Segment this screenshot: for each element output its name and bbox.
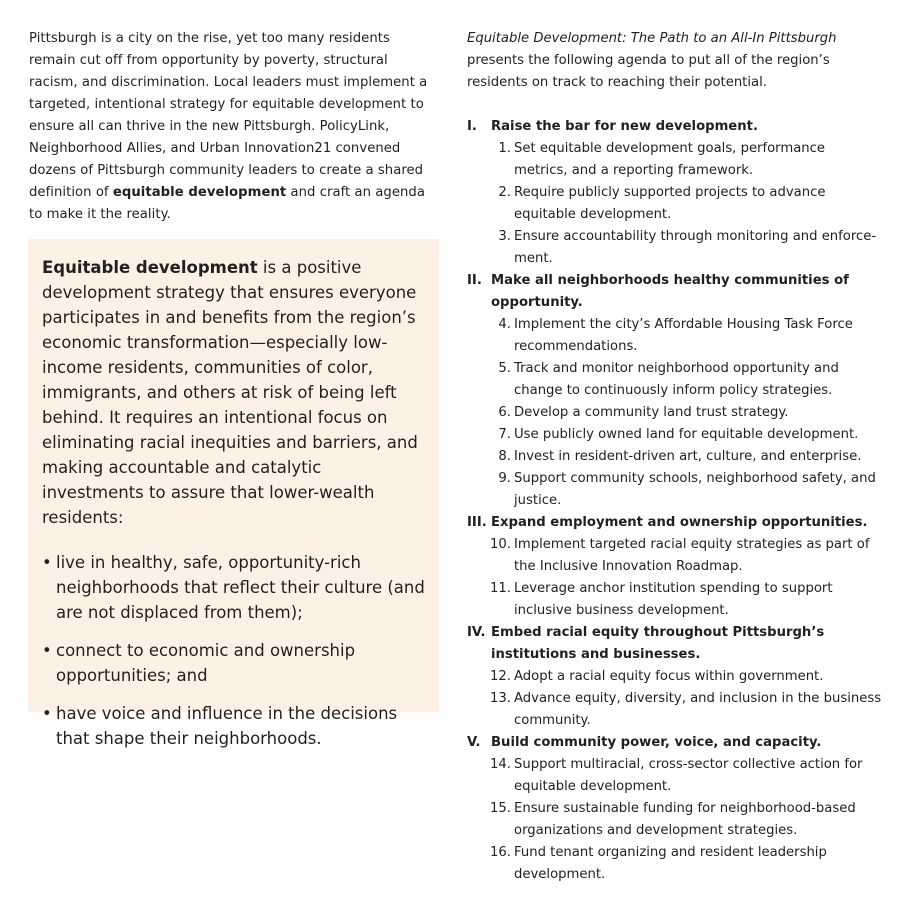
agenda-item: [467, 754, 882, 798]
agenda-item: [467, 842, 882, 886]
agenda-item-text: Fund tenant organizing and resident leadership development.: [514, 845, 827, 882]
agenda-item-text: Leverage anchor institution spending to support inclusive business development.: [514, 581, 833, 618]
agenda-section: [467, 116, 882, 270]
agenda-item-number: 16.: [490, 845, 511, 860]
agenda-item: [467, 358, 882, 402]
left-column: [29, 28, 439, 226]
agenda-item-text: Invest in resident-driven art, culture, and enterprise.: [514, 449, 862, 464]
agenda-item-number: 10.: [490, 537, 511, 552]
agenda-item: [467, 226, 882, 270]
agenda-item-number: 9.: [498, 471, 511, 486]
outcome-item: [42, 550, 425, 625]
agenda-item: [467, 138, 882, 182]
section-numeral: I.: [467, 119, 477, 134]
agenda-lead-text: presents the following agenda to put all of the region’s residents on track to reaching their potential.: [467, 53, 830, 90]
bullet-icon: •: [42, 553, 52, 572]
agenda-section: [467, 270, 882, 512]
agenda-item-text: Implement the city’s Affordable Housing Task Force recommendations.: [514, 317, 853, 354]
agenda-item-number: 11.: [490, 581, 511, 596]
section-numeral: II.: [467, 273, 482, 288]
outcome-item: [42, 638, 425, 688]
outcome-text: have voice and influence in the decisions that shape their neighborhoods.: [56, 704, 398, 748]
intro-text-part1: Pittsburgh is a city on the rise, yet too many residents remain cut off from opportunity by poverty, structural racism, and discrimination. Local leaders must implement a targeted, intentional strategy for equitable development to ensure all can thrive in the new Pittsburgh. PolicyLink, Neighborhood Allies, and Urban Innovation21 convened dozens of Pittsburgh community leaders to create a shared definition of: [29, 31, 428, 200]
agenda-item-number: 4.: [498, 317, 511, 332]
outcome-text: live in healthy, safe, opportunity-rich neighborhoods that reflect their culture (and are not displaced from them);: [56, 553, 425, 622]
agenda-item-number: 7.: [498, 427, 511, 442]
agenda-item-text: Ensure accountability through monitoring and enforcement.: [514, 229, 877, 266]
section-title: Raise the bar for new development.: [491, 119, 758, 134]
agenda-item: [467, 182, 882, 226]
agenda-section: [467, 622, 882, 732]
agenda-item: [467, 314, 882, 358]
agenda-item-number: 6.: [498, 405, 511, 420]
outcome-text: connect to economic and ownership opportunities; and: [56, 641, 356, 685]
right-column: [467, 28, 882, 886]
agenda-item-text: Set equitable development goals, performance metrics, and a reporting framework.: [514, 141, 826, 178]
section-title: Embed racial equity throughout Pittsburgh’s institutions and businesses.: [491, 625, 825, 662]
agenda-item-number: 8.: [498, 449, 511, 464]
section-title: Expand employment and ownership opportunities.: [491, 515, 868, 530]
agenda-item-text: Ensure sustainable funding for neighborhood-based organizations and development strategies.: [514, 801, 856, 838]
section-numeral: III.: [467, 515, 487, 530]
definition-paragraph: [42, 255, 425, 530]
section-numeral: V.: [467, 735, 481, 750]
agenda-item-number: 3.: [498, 229, 511, 244]
agenda-section-heading: [467, 116, 882, 138]
agenda-item: [467, 688, 882, 732]
agenda-item: [467, 666, 882, 688]
agenda-item-number: 13.: [490, 691, 511, 706]
definition-callout: [28, 239, 439, 748]
agenda-item-text: Require publicly supported projects to advance equitable development.: [514, 185, 826, 222]
agenda-item-text: Advance equity, diversity, and inclusion in the business community.: [514, 691, 882, 728]
intro-bold-term: equitable development: [112, 185, 287, 200]
agenda-item-text: Track and monitor neighborhood opportunity and change to continuously inform policy strategies.: [514, 361, 839, 398]
agenda-item-number: 1.: [498, 141, 511, 156]
agenda-item: [467, 578, 882, 622]
agenda-item: [467, 468, 882, 512]
agenda-section-heading: [467, 732, 882, 754]
agenda-item-number: 5.: [498, 361, 511, 376]
agenda-item-text: Develop a community land trust strategy.: [514, 405, 789, 420]
report-title: Equitable Development: The Path to an All-In Pittsburgh: [467, 31, 837, 46]
outcome-item: [42, 701, 425, 751]
agenda-lead: [467, 28, 882, 94]
agenda-item-text: Implement targeted racial equity strategies as part of the Inclusive Innovation Roadmap.: [514, 537, 870, 574]
section-numeral: IV.: [467, 625, 486, 640]
agenda-item-number: 12.: [490, 669, 511, 684]
agenda-item-number: 14.: [490, 757, 511, 772]
agenda-item-text: Support community schools, neighborhood safety, and justice.: [514, 471, 876, 508]
agenda-item-number: 2.: [498, 185, 511, 200]
agenda-section: [467, 512, 882, 622]
definition-text: is a positive development strategy that ensures everyone participates in and benefits from the region’s economic transformation—especially low-income residents, communities of color, immigrants, and others at risk of being left behind. It requires an intentional focus on eliminating racial inequities and barriers, and making accountable and catalytic investments to assure that lower-wealth residents:: [42, 258, 418, 527]
agenda-section: [467, 732, 882, 886]
agenda-section-heading: [467, 622, 882, 666]
bullet-icon: •: [42, 704, 52, 723]
section-title: Make all neighborhoods healthy communities of opportunity.: [491, 273, 849, 310]
agenda-item: [467, 798, 882, 842]
agenda-item-text: Use publicly owned land for equitable development.: [514, 427, 859, 442]
agenda-item: [467, 402, 882, 424]
agenda-item: [467, 446, 882, 468]
agenda-section-heading: [467, 270, 882, 314]
intro-paragraph: [29, 28, 439, 226]
agenda-section-heading: [467, 512, 882, 534]
bullet-icon: •: [42, 641, 52, 660]
agenda-item: [467, 534, 882, 578]
section-title: Build community power, voice, and capacity.: [491, 735, 822, 750]
agenda-list: [467, 116, 882, 886]
agenda-item: [467, 424, 882, 446]
agenda-item-text: Adopt a racial equity focus within government.: [514, 669, 824, 684]
definition-term: Equitable development: [42, 258, 258, 277]
intro-text-part2: and craft an agenda to make it the reality.: [29, 185, 425, 222]
outcome-list: [42, 550, 425, 751]
agenda-item-number: 15.: [490, 801, 511, 816]
agenda-item-text: Support multiracial, cross-sector collective action for equitable development.: [514, 757, 863, 794]
